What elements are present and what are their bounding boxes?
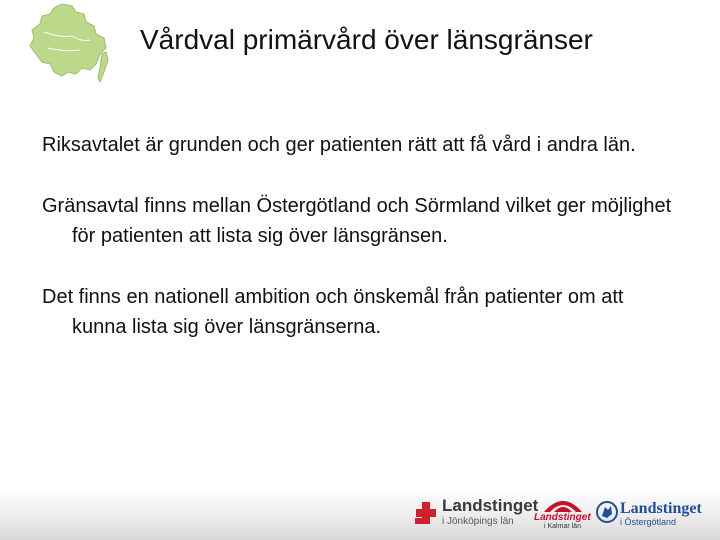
logo-subtitle: i Jönköpings län (442, 516, 514, 527)
logo-jonkoping (414, 496, 539, 530)
bullet-item: Gränsavtal finns mellan Östergötland och Sörmland vilket ger möjlighet för patienten att lista sig över länsgränsen. (42, 195, 672, 247)
logo-subtitle: i Kalmar län (544, 523, 581, 530)
logo-kalmar (534, 494, 594, 534)
bullet-item: Det finns en nationell ambition och önskemål från patienter om att kunna lista sig över länsgränserna. (42, 286, 624, 338)
page-title: Vårdval primärvård över länsgränser (140, 24, 593, 55)
logo-name: Landstinget (534, 512, 591, 523)
county-map-icon (24, 2, 114, 84)
logo-name: Landstinget (620, 500, 702, 517)
logo-ostergotland (596, 498, 706, 528)
logo-subtitle: i Östergötland (620, 517, 677, 527)
bullet-list (42, 130, 682, 373)
red-cross-logo-icon (414, 498, 440, 528)
bullet-item: Riksavtalet är grunden och ger patienten rätt att få vård i andra län. (42, 134, 636, 156)
crown-arch-logo-icon (538, 494, 588, 514)
griffin-emblem-icon (596, 500, 618, 524)
logo-name: Landstinget (442, 496, 539, 515)
